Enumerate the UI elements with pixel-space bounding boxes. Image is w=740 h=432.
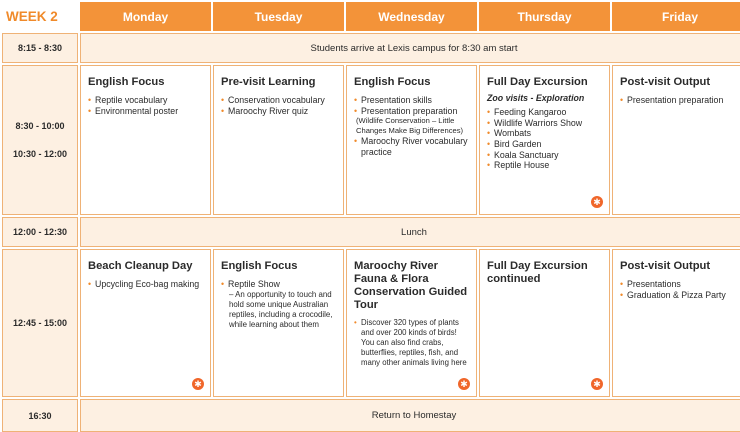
activity-list bbox=[620, 279, 740, 300]
card-title: Maroochy River Fauna & Flora Conservation Guided Tour bbox=[354, 260, 468, 311]
card-title: English Focus bbox=[88, 76, 165, 88]
activity-list bbox=[354, 136, 470, 157]
list-item: • Wildlife Warriors Show bbox=[487, 118, 603, 129]
list-item: • Feeding Kangaroo bbox=[487, 107, 603, 118]
star-badge-icon: ✱ bbox=[192, 378, 204, 390]
card-title: Full Day Excursion continued bbox=[487, 260, 588, 285]
card-title: English Focus bbox=[221, 260, 298, 272]
tuesday-afternoon-card bbox=[213, 249, 344, 397]
monday-morning-card bbox=[80, 65, 211, 215]
list-item: • Reptile vocabulary bbox=[88, 95, 204, 106]
list-item: • Wombats bbox=[487, 128, 603, 139]
star-badge-icon: ✱ bbox=[591, 378, 603, 390]
list-item: • Environmental poster bbox=[88, 106, 204, 117]
list-item: • Upcycling Eco-bag making bbox=[88, 279, 204, 290]
time-return: 16:30 bbox=[2, 399, 78, 432]
card-title: Pre-visit Learning bbox=[221, 76, 316, 88]
time-morning-a: 8:30 - 10:00 bbox=[15, 121, 65, 131]
day-header-friday: Friday bbox=[612, 2, 740, 31]
day-header-wednesday: Wednesday bbox=[346, 2, 477, 31]
week-label: WEEK 2 bbox=[2, 2, 78, 31]
day-header-tuesday: Tuesday bbox=[213, 2, 344, 31]
list-item: • Presentations bbox=[620, 279, 740, 290]
day-header-thursday: Thursday bbox=[479, 2, 610, 31]
time-afternoon: 12:45 - 15:00 bbox=[2, 249, 78, 397]
activity-list bbox=[354, 95, 470, 116]
thursday-afternoon-card bbox=[479, 249, 610, 397]
activity-list bbox=[221, 95, 337, 116]
star-badge-icon: ✱ bbox=[458, 378, 470, 390]
card-title: Full Day Excursion bbox=[487, 76, 588, 88]
card-title: Post-visit Output bbox=[620, 76, 711, 88]
arrival-row: Students arrive at Lexis campus for 8:30 am start bbox=[80, 33, 740, 63]
activity-detail: – An opportunity to touch and hold some unique Australian reptiles, including a crocodile, while learning about them bbox=[229, 289, 333, 329]
time-lunch: 12:00 - 12:30 bbox=[2, 217, 78, 247]
monday-afternoon-card bbox=[80, 249, 211, 397]
friday-morning-card bbox=[612, 65, 740, 215]
card-title: English Focus bbox=[354, 76, 431, 88]
activity-list bbox=[88, 95, 204, 116]
tuesday-morning-card bbox=[213, 65, 344, 215]
card-title: Post-visit Output bbox=[620, 260, 711, 272]
week-schedule-table bbox=[2, 2, 738, 427]
list-item: • Reptile House bbox=[487, 160, 603, 171]
activity-note: (Wildlife Conservation – Little Changes Make Big Differences) bbox=[356, 116, 464, 136]
time-morning-b: 10:30 - 12:00 bbox=[12, 149, 68, 159]
list-item: • Presentation skills bbox=[354, 95, 470, 106]
list-item: • Presentation preparation bbox=[620, 95, 740, 106]
list-item: • Presentation preparation bbox=[354, 106, 470, 117]
thursday-morning-card bbox=[479, 65, 610, 215]
list-item: • Maroochy River vocabulary practice bbox=[354, 136, 470, 157]
time-morning bbox=[2, 65, 78, 215]
card-title: Beach Cleanup Day bbox=[88, 260, 193, 272]
list-item: • Conservation vocabulary bbox=[221, 95, 337, 106]
friday-afternoon-card bbox=[612, 249, 740, 397]
activity-list bbox=[620, 95, 740, 106]
list-item: • Bird Garden bbox=[487, 139, 603, 150]
list-item: • Graduation & Pizza Party bbox=[620, 290, 740, 301]
activity-list bbox=[354, 318, 470, 369]
day-header-monday: Monday bbox=[80, 2, 211, 31]
list-item: • Discover 320 types of plants and over 200 kinds of birds! You can also find crabs, butterflies, reptiles, fish, and many other animals living here bbox=[354, 318, 470, 369]
wednesday-afternoon-card bbox=[346, 249, 477, 397]
time-arrive: 8:15 - 8:30 bbox=[2, 33, 78, 63]
card-subtitle: Zoo visits - Exploration bbox=[487, 92, 585, 103]
activity-list bbox=[88, 279, 204, 290]
activity-list bbox=[487, 107, 603, 171]
star-badge-icon: ✱ bbox=[591, 196, 603, 208]
activity-list bbox=[221, 279, 337, 290]
list-item: • Maroochy River quiz bbox=[221, 106, 337, 117]
list-item: • Koala Sanctuary bbox=[487, 150, 603, 161]
return-row: Return to Homestay bbox=[80, 399, 740, 432]
lunch-row: Lunch bbox=[80, 217, 740, 247]
list-item: • Reptile Show bbox=[221, 279, 337, 290]
wednesday-morning-card bbox=[346, 65, 477, 215]
